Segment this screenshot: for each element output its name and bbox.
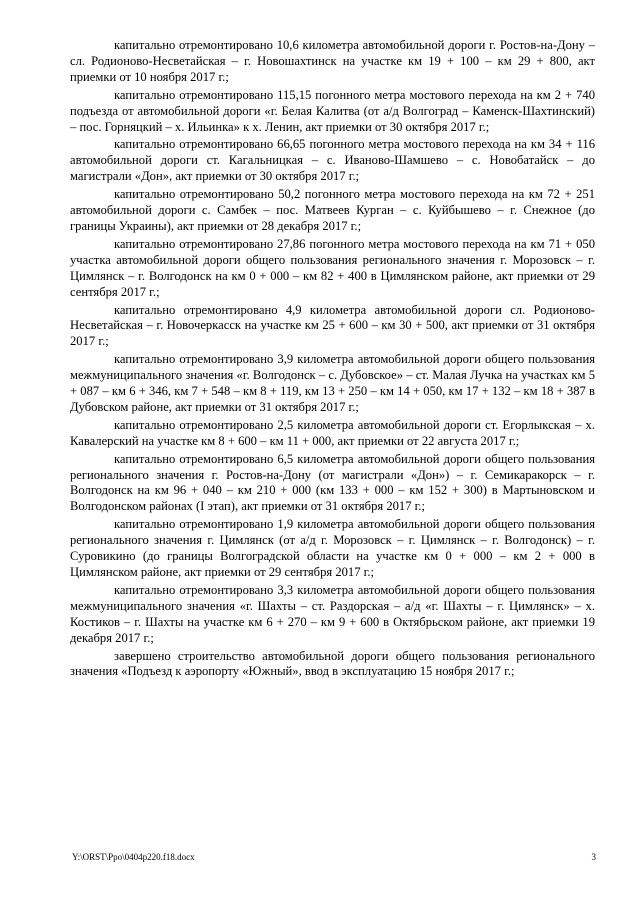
paragraph-1: капитально отремонтировано 10,6 километра автомобильной дороги г. Ростов-на-Дону – сл. Родионово-Несветайская – г. Новошахтинск на участке км 19 + 100 – км 29 + 800, акт приемки от 10 ноября 2017 г.; [70,38,595,84]
paragraph-9: капитально отремонтировано 6,5 километра автомобильной дороги общего пользования регионального значения г. Ростов-на-Дону (от магистрали «Дон») – г. Семикаракорск – г. Волгодонск на км 96 + 040 – км 210 + 000 (км 133 + 000 – км 152 + 300) в Мартыновском и Волгодонском районах (I этап), акт приемки от 31 октября 2017 г.; [70,451,595,514]
paragraph-7: капитально отремонтировано 3,9 километра автомобильной дороги общего пользования межмуниципального значения «г. Волгодонск – с. Дубовское» – ст. Малая Лучка на участках км 5 + 087 – км 6 + 346, км 7 + 548 – км 8 + 119, км 13 + 250 – км 14 + 050, км 17 + 132 – км 18 + 387 в Дубовском районе, акт приемки от 31 октября 2017 г.; [70,352,595,414]
paragraph-8: капитально отремонтировано 2,5 километра автомобильной дороги ст. Егорлыкская – х. Кавалерский на участке км 8 + 600 – км 11 + 000, акт приемки от 22 августа 2017 г.; [70,417,595,448]
paragraph-6: капитально отремонтировано 4,9 километра автомобильной дороги сл. Родионово-Несветайская – г. Новочеркасск на участке км 25 + 600 – км 30 + 500, акт приемки от 31 октября 2017 г.; [70,302,595,349]
paragraph-4: капитально отремонтировано 50,2 погонного метра мостового перехода на км 72 + 251 автомобильной дороги с. Самбек – пос. Матвеев Курган – с. Куйбышево – г. Снежное (до границы Украины), акт приемки от 28 декабря 2017 г.; [70,187,595,233]
document-body [70,38,595,682]
paragraph-12: завершено строительство автомобильной дороги общего пользования регионального значения «Подъезд к аэропорту «Южный», ввод в эксплуатацию 15 ноября 2017 г.; [70,648,595,679]
paragraph-11: капитально отремонтировано 3,3 километра автомобильной дороги общего пользования межмуниципального значения «г. Шахты – ст. Раздорская – а/д «г. Шахты – г. Цимлянск» – х. Костиков – г. Шахты на участке км 6 + 270 – км 9 + 600 в Октябрьском районе, акт приемки 19 декабря 2017 г.; [70,582,595,645]
paragraph-3: капитально отремонтировано 66,65 погонного метра мостового перехода на км 34 + 116 автомобильной дороги ст. Кагальницкая – с. Иваново-Шамшево – с. Новобатайск – до магистрали «Дон», акт приемки от 30 октября 2017 г.; [70,137,595,184]
page-number: 3 [591,852,596,862]
paragraph-10: капитально отремонтировано 1,9 километра автомобильной дороги общего пользования регионального значения г. Цимлянск (от а/д г. Морозовск – г. Цимлянск – г. Волгодонск) – г. Суровикино (до границы Волгоградской области на участке км 0 + 000 – км 2 + 000 в Цимлянском районе, акт приемки от 29 сентября 2017 г.; [70,517,595,579]
paragraph-2: капитально отремонтировано 115,15 погонного метра мостового перехода на км 2 + 740 подъезда от автомобильной дороги «г. Белая Калитва (от а/д Волгоград – Каменск-Шахтинский) – пос. Горняцкий – х. Ильинка» к х. Ленин, акт приемки от 30 октября 2017 г.; [70,87,595,134]
paragraph-5: капитально отремонтировано 27,86 погонного метра мостового перехода на км 71 + 050 участка автомобильной дороги общего пользования регионального значения г. Морозовск – г. Цимлянск – г. Волгодонск на км 0 + 000 – км 82 + 400 в Цимлянском районе, акт приемки от 29 сентября 2017 г.; [70,236,595,299]
footer-file-path: Y:\ORST\Ppo\0404p220.f18.docx [72,852,195,862]
page-footer [72,852,596,862]
